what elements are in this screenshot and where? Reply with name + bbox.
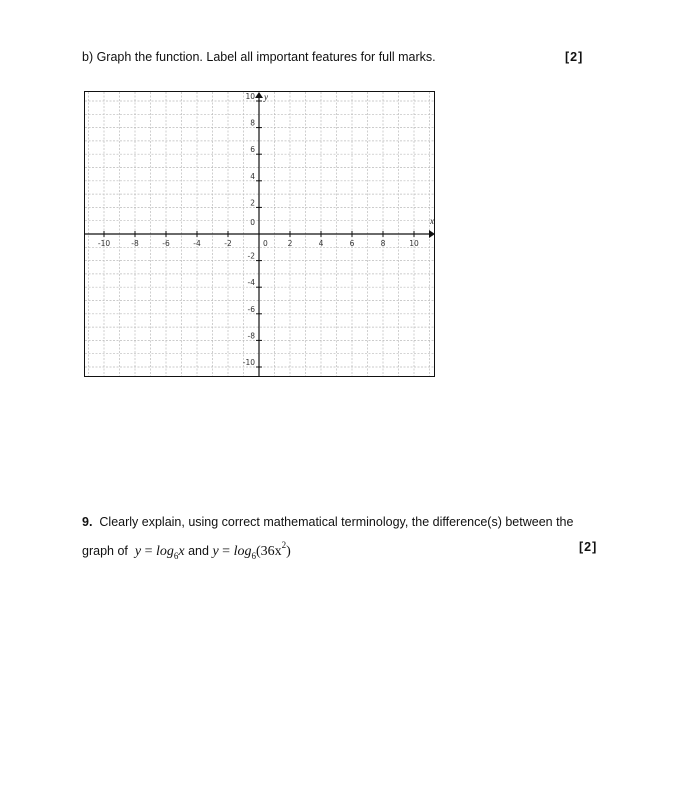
x-tick-label: -4 — [193, 239, 201, 248]
x-tick-label: -10 — [97, 239, 111, 248]
x-tick-label: 4 — [318, 239, 324, 248]
x-tick-label: 0 — [263, 239, 268, 248]
y-tick-label: -6 — [247, 304, 255, 314]
expression-2: $y = \log_6(36x^2)$ — [212, 540, 291, 561]
x-tick-label: 6 — [349, 239, 355, 248]
tick-labels — [98, 92, 434, 367]
y-tick-label: 6 — [250, 145, 255, 155]
y-tick-label: -2 — [247, 251, 255, 261]
graph-of-text: graph of — [82, 544, 128, 558]
y-tick-label: 8 — [250, 118, 255, 128]
y-tick-label: 10 — [245, 92, 255, 101]
part-b-prompt: b) Graph the function. Label all important features for full marks. — [82, 50, 436, 64]
x-tick-label: 8 — [380, 239, 386, 248]
question-9-text: Clearly explain, using correct mathematical terminology, the difference(s) between the — [99, 515, 574, 529]
y-tick-label: 2 — [250, 198, 255, 208]
coordinate-grid[interactable] — [84, 91, 436, 378]
y-tick-label: 4 — [250, 171, 255, 181]
y-tick-label: 0 — [250, 218, 255, 227]
y-tick-label: -10 — [242, 358, 255, 367]
y-tick-label: -4 — [247, 278, 255, 288]
x-axis-label: x — [430, 216, 434, 226]
y-tick-label: -8 — [247, 331, 255, 341]
x-tick-label: -8 — [131, 239, 139, 248]
connector-text: and — [188, 544, 209, 558]
y-axis-label: y — [264, 92, 268, 102]
part-b-marks: [2] — [565, 50, 584, 64]
question-9-line2 — [82, 540, 291, 561]
expression-1: $y = \log_6x$ — [134, 544, 185, 561]
x-tick-label: -2 — [224, 239, 232, 248]
question-9-line1 — [82, 515, 573, 529]
x-tick-label: 10 — [409, 239, 419, 248]
y-axis-arrow — [255, 92, 263, 98]
x-tick-label: 2 — [287, 239, 293, 248]
question-9-marks: [2] — [579, 540, 598, 554]
axes — [85, 92, 435, 377]
question-number: 9. — [82, 515, 93, 529]
x-tick-label: -6 — [162, 239, 170, 248]
